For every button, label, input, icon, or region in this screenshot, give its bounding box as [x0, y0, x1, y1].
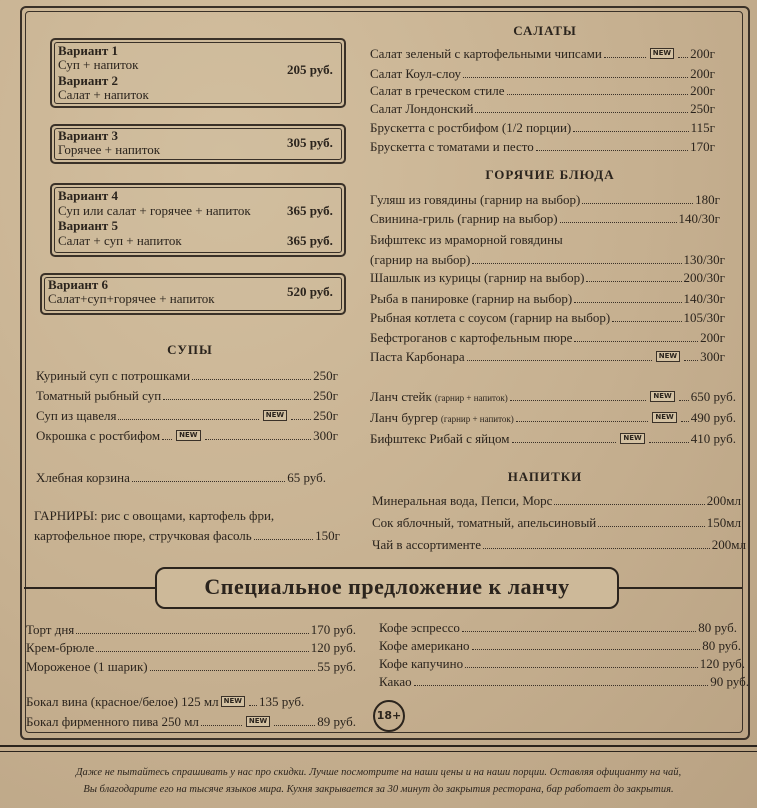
hot-item: Рыбная котлета с соусом (гарнир на выбор) 105/30г — [370, 310, 725, 325]
special-item: Кофе капучино 120 руб. — [379, 656, 745, 671]
soup-item: Суп из щавеля NEW 250г — [36, 408, 338, 423]
salad-item: Салат Коул-слоу 200г — [370, 66, 715, 81]
banner-rule-left — [24, 587, 155, 589]
combo-title: Вариант 1 — [58, 43, 119, 58]
combo-title: Вариант 2 — [58, 73, 119, 88]
salad-item: Брускетта с томатами и песто 170г — [370, 139, 715, 154]
combo-price: 365 руб. — [287, 203, 333, 218]
combo-desc: Горячее + напиток — [58, 142, 161, 157]
age-restriction-badge: 18+ — [373, 700, 405, 732]
lunch-item: Бифштекс Рибай с яйцом NEW 410 руб. — [370, 431, 736, 446]
salads-title: САЛАТЫ — [513, 23, 577, 38]
combo-desc: Салат + суп + напиток — [58, 233, 182, 248]
combo-title: Вариант 5 — [58, 218, 119, 233]
footer-line-1: Даже не пытайтесь спрашивать у нас про скидки. Лучше посмотрите на наши цены и на наши порции. Оставляя официанту на чай, — [75, 767, 682, 778]
special-title: Специальное предложение к ланчу — [204, 574, 570, 599]
new-badge: NEW — [263, 410, 287, 421]
special-banner — [155, 567, 619, 609]
hot-item: Свинина-гриль (гарнир на выбор) 140/30г — [370, 211, 720, 226]
combo-price: 365 руб. — [287, 233, 333, 248]
hot-item: Шашлык из курицы (гарнир на выбор) 200/30г — [370, 270, 725, 285]
salad-item: Салат в греческом стиле 200г — [370, 83, 715, 98]
special-item: Крем-брюле 120 руб. — [26, 640, 356, 655]
combo-price: 520 руб. — [287, 284, 333, 299]
drinks-title: НАПИТКИ — [507, 469, 583, 484]
drink-item: Сок яблочный, томатный, апельсиновый 150мл — [372, 515, 741, 530]
footer-line-2: Вы благодарите его на тысяче языков мира. Кухня закрывается за 30 минут до закрытия ресторана, бар работает до закрытия. — [83, 784, 674, 795]
footer-rule-bottom — [0, 751, 757, 752]
new-badge: NEW — [656, 351, 680, 362]
special-item: Торт дня 170 руб. — [26, 622, 356, 637]
combo-price: 205 руб. — [287, 62, 333, 77]
soups-title: СУПЫ — [167, 342, 213, 357]
drink-item: Чай в ассортименте 200мл — [372, 537, 746, 552]
new-badge: NEW — [620, 433, 644, 444]
combo-desc: Суп + напиток — [58, 57, 139, 72]
soup-item: Куриный суп с потрошками 250г — [36, 368, 338, 383]
combo-desc: Суп или салат + горячее + напиток — [58, 203, 251, 218]
combo-title: Вариант 3 — [58, 128, 119, 143]
sides-line-1: ГАРНИРЫ: рис с овощами, картофель фри, — [34, 508, 275, 523]
hot-item: Рыба в панировке (гарнир на выбор) 140/30г — [370, 291, 725, 306]
special-item: Бокал фирменного пива 250 мл NEW 89 руб. — [26, 714, 356, 729]
new-badge: NEW — [246, 716, 270, 727]
lunch-item: Ланч стейк (гарнир + напиток) NEW 650 руб. — [370, 389, 736, 404]
combo-desc: Салат+суп+горячее + напиток — [48, 291, 215, 306]
combo-title: Вариант 4 — [58, 188, 119, 203]
special-item: Кофе эспрессо 80 руб. — [379, 620, 737, 635]
new-badge: NEW — [221, 696, 245, 707]
new-badge: NEW — [650, 391, 674, 402]
hot-item: (гарнир на выбор) 130/30г — [370, 252, 725, 267]
special-item: Мороженое (1 шарик) 55 руб. — [26, 659, 356, 674]
special-item: Кофе американо 80 руб. — [379, 638, 741, 653]
soup-item: Окрошка с ростбифом NEW 300г — [36, 428, 338, 443]
drink-item: Минеральная вода, Пепси, Морс 200мл — [372, 493, 741, 508]
hot-item: Паста Карбонара NEW 300г — [370, 349, 725, 364]
hot-item-name: Бифштекс из мраморной говядины — [370, 232, 563, 247]
salad-item: Брускетта с ростбифом (1/2 порции) 115г — [370, 120, 715, 135]
soup-item: Томатный рыбный суп 250г — [36, 388, 338, 403]
sides-line-2: картофельное пюре, стручковая фасоль 150г — [34, 528, 340, 543]
bread-item: Хлебная корзина 65 руб. — [36, 470, 326, 485]
hot-item: Гуляш из говядины (гарнир на выбор) 180г — [370, 192, 720, 207]
new-badge: NEW — [650, 48, 674, 59]
special-item: Бокал вина (красное/белое) 125 мл NEW 135 руб. — [26, 694, 305, 709]
banner-rule-right — [615, 587, 742, 589]
salad-item: Салат зеленый с картофельными чипсами NEW 200г — [370, 46, 715, 61]
footer-rule-top — [0, 745, 757, 747]
combo-title: Вариант 6 — [48, 277, 109, 292]
hot-title: ГОРЯЧИЕ БЛЮДА — [485, 167, 615, 182]
salad-item: Салат Лондонский 250г — [370, 101, 715, 116]
combo-price: 305 руб. — [287, 135, 333, 150]
combo-desc: Салат + напиток — [58, 87, 149, 102]
special-item: Какао 90 руб. — [379, 674, 749, 689]
lunch-item: Ланч бургер (гарнир + напиток) NEW 490 руб. — [370, 410, 736, 425]
new-badge: NEW — [652, 412, 676, 423]
hot-item: Бефстроганов с картофельным пюре 200г — [370, 330, 725, 345]
new-badge: NEW — [176, 430, 200, 441]
